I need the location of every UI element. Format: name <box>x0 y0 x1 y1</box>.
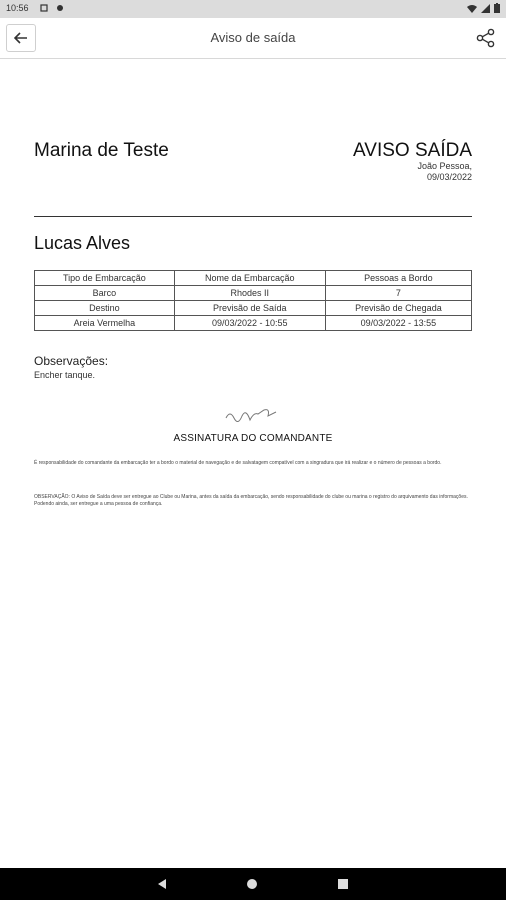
table-cell: 09/03/2022 - 10:55 <box>174 316 325 331</box>
marina-name: Marina de Teste <box>34 140 169 161</box>
table-cell: 7 <box>325 286 471 301</box>
wifi-icon <box>467 4 477 13</box>
table-cell: Nome da Embarcação <box>174 271 325 286</box>
system-nav-bar <box>0 868 506 900</box>
observations-text: Encher tanque. <box>34 370 96 380</box>
table-row <box>35 286 472 301</box>
battery-icon <box>494 3 500 13</box>
table-cell: Previsão de Saída <box>174 301 325 316</box>
signature-label: ASSINATURA DO COMANDANTE <box>173 433 333 444</box>
observation-note: OBSERVAÇÃO: O Aviso de Saída deve ser entregue ao Clube ou Marina, antes da saída da embarcação, sendo responsabilidade do clube ou marina o registro do arquivamento das informações. Podendo ainda, ser entregue a uma pessoa de confiança. <box>34 494 468 507</box>
location-city: João Pessoa, <box>417 161 472 171</box>
nav-home-icon[interactable] <box>247 879 257 889</box>
page-title: Aviso de saída <box>210 30 296 45</box>
table-cell: Rhodes II <box>174 286 325 301</box>
table-cell: Destino <box>35 301 175 316</box>
location-date-value: 09/03/2022 <box>426 172 472 182</box>
table-cell: 09/03/2022 - 13:55 <box>325 316 471 331</box>
share-icon[interactable] <box>476 28 496 48</box>
location-date <box>417 161 472 183</box>
table-row <box>35 316 472 331</box>
observations-title: Observações: <box>34 354 109 368</box>
signal-icon <box>481 4 490 13</box>
notification-icon <box>40 4 48 12</box>
table-row <box>35 271 472 286</box>
status-icons <box>467 3 500 13</box>
document-title: AVISO SAÍDA <box>353 140 472 161</box>
nav-back-icon[interactable] <box>156 878 168 890</box>
table-cell: Tipo de Embarcação <box>35 271 175 286</box>
nav-recents-icon[interactable] <box>338 879 348 889</box>
signature-image <box>224 404 284 428</box>
app-bar <box>0 18 506 59</box>
table-cell: Previsão de Chegada <box>325 301 471 316</box>
status-time: 10:56 <box>6 3 29 13</box>
table-row <box>35 301 472 316</box>
table-cell: Areia Vermelha <box>35 316 175 331</box>
divider <box>34 216 472 217</box>
table-cell: Pessoas a Bordo <box>325 271 471 286</box>
status-bar <box>0 0 506 18</box>
table-cell: Barco <box>35 286 175 301</box>
person-name: Lucas Alves <box>34 233 131 253</box>
responsibility-note: É responsabilidade do comandante da embarcação ter a bordo o material de navegação e de salvatagem compatível com a singradura que irá realizar e o número de pessoas a bordo. <box>34 460 442 466</box>
vessel-info-table <box>34 270 472 331</box>
sync-icon <box>56 4 64 12</box>
